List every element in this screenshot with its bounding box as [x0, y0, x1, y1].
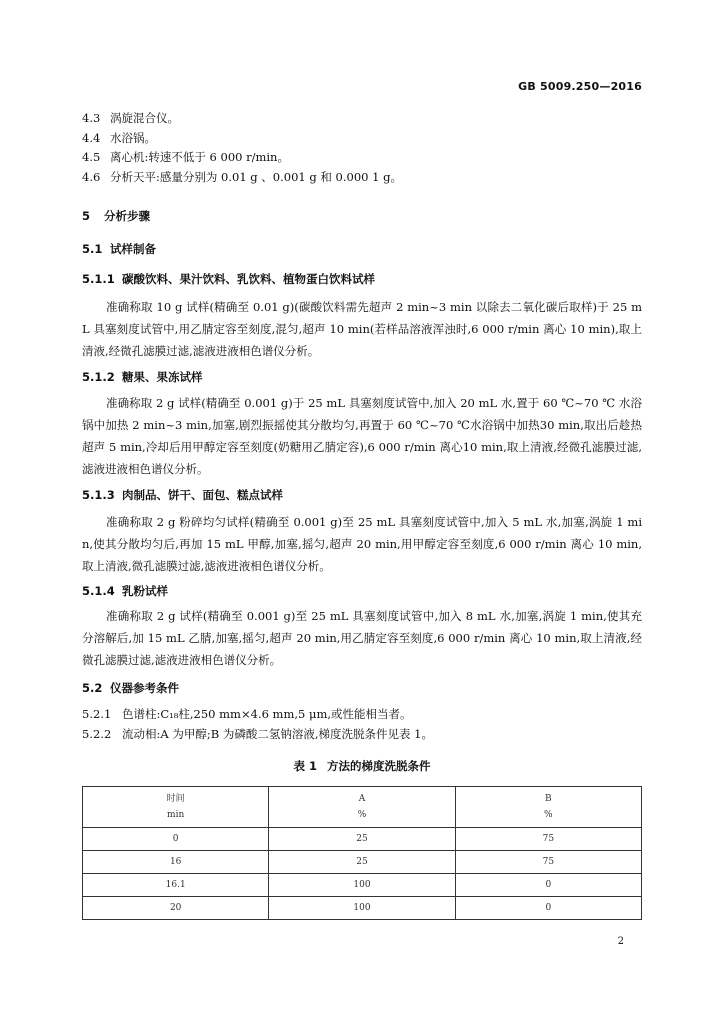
section-title: 糖果、果冻试样	[122, 370, 203, 384]
section-text: 流动相:A 为甲醇;B 为磷酸二氢钠溶液,梯度洗脱条件见表 1。	[122, 727, 433, 741]
table-cell: 100	[269, 897, 455, 920]
item-number: 4.4	[82, 131, 101, 145]
section-5-1-heading	[82, 242, 642, 256]
gradient-table	[82, 786, 642, 920]
table-cell: 0	[455, 874, 641, 897]
table-header-cell	[269, 787, 455, 828]
table-cell: 0	[83, 828, 269, 851]
section-title: 肉制品、饼干、面包、糕点试样	[122, 488, 283, 502]
item-4-5	[82, 150, 642, 164]
item-4-3	[82, 111, 642, 125]
header-name: B	[545, 794, 552, 804]
table-header-cell	[455, 787, 641, 828]
section-number: 5.2	[82, 681, 103, 695]
table-cell: 16	[83, 851, 269, 874]
item-number: 4.5	[82, 150, 101, 164]
section-5-2-1	[82, 707, 642, 721]
section-number: 5	[82, 209, 91, 223]
item-number: 4.6	[82, 170, 101, 184]
item-4-6	[82, 170, 642, 184]
section-number: 5.1.4	[82, 584, 115, 598]
table-cell: 25	[269, 828, 455, 851]
section-title: 乳粉试样	[122, 584, 168, 598]
section-title: 仪器参考条件	[110, 681, 179, 695]
item-text: 分析天平:感量分别为 0.01 g 、0.001 g 和 0.000 1 g。	[110, 170, 402, 184]
page-number: 2	[617, 936, 624, 947]
section-5-1-3-paragraph: 准确称取 2 g 粉碎均匀试样(精确至 0.001 g)至 25 mL 具塞刻度试管中,加入 5 mL 水,加塞,涡旋 1 min,使其分散均匀后,再加 15 mL 甲醇,加塞,摇匀,超声 20 min,用甲醇定容至刻度,6 000 r/min 离心 10 min,取上清液,微孔滤膜过滤,滤液进液相色谱仪分析。	[82, 515, 642, 573]
standard-number: GB 5009.250—2016	[518, 80, 642, 93]
table-cell: 75	[455, 851, 641, 874]
table-caption-number: 表 1	[293, 759, 317, 773]
section-5-1-1-heading	[82, 272, 642, 286]
table-cell: 25	[269, 851, 455, 874]
table-row	[83, 874, 642, 897]
table-cell: 16.1	[83, 874, 269, 897]
section-5-1-2-heading	[82, 370, 642, 384]
table-cell: 0	[455, 897, 641, 920]
item-number: 4.3	[82, 111, 101, 125]
item-4-4	[82, 131, 642, 145]
header-unit: %	[544, 810, 553, 820]
section-number: 5.1	[82, 242, 103, 256]
section-5-1-4-paragraph: 准确称取 2 g 试样(精确至 0.001 g)至 25 mL 具塞刻度试管中,加入 8 mL 水,加塞,涡旋 1 min,使其充分溶解后,加 15 mL 乙腈,加塞,摇匀,超声 20 min,用乙腈定容至刻度,6 000 r/min 离心 10 min,取上清液,经微孔滤膜过滤,滤液进液相色谱仪分析。	[82, 609, 642, 667]
section-title: 碳酸饮料、果汁饮料、乳饮料、植物蛋白饮料试样	[122, 272, 375, 286]
section-5-1-3-heading	[82, 488, 642, 502]
table-header-row	[83, 787, 642, 828]
section-5-1-2-paragraph: 准确称取 2 g 试样(精确至 0.001 g)于 25 mL 具塞刻度试管中,加入 20 mL 水,置于 60 ℃~70 ℃ 水浴锅中加热 2 min~3 min,加塞,剧烈振摇使其分散均匀,再置于 60 ℃~70 ℃水浴锅中加热30 min,取出后趁热超声 5 min,冷却后用甲醇定容至刻度(奶糖用乙腈定容),6 000 r/min 离心10 min,取上清液,经微孔滤膜过滤,滤液进液相色谱仪分析。	[82, 396, 642, 476]
table-cell: 100	[269, 874, 455, 897]
section-number: 5.1.2	[82, 370, 115, 384]
table-row	[83, 897, 642, 920]
table-header-cell	[83, 787, 269, 828]
header-unit: min	[167, 810, 185, 820]
header-name: A	[358, 794, 366, 804]
section-5-2-2	[82, 727, 642, 741]
section-text: 色谱柱:C₁₈柱,250 mm×4.6 mm,5 μm,或性能相当者。	[122, 707, 412, 721]
header-name: 时间	[166, 794, 185, 804]
table-cell: 75	[455, 828, 641, 851]
section-5-1-4-heading	[82, 584, 642, 598]
item-text: 水浴锅。	[110, 131, 156, 145]
section-number: 5.2.2	[82, 727, 112, 741]
header-unit: %	[357, 810, 367, 820]
table-cell: 20	[83, 897, 269, 920]
section-title: 试样制备	[110, 242, 156, 256]
item-text: 离心机:转速不低于 6 000 r/min。	[110, 150, 289, 164]
section-number: 5.1.1	[82, 272, 115, 286]
table-row	[83, 851, 642, 874]
table-caption	[82, 758, 642, 774]
table-row	[83, 828, 642, 851]
item-text: 涡旋混合仪。	[110, 111, 179, 125]
table-caption-title: 方法的梯度洗脱条件	[327, 759, 431, 773]
section-title: 分析步骤	[104, 209, 150, 223]
section-5-2-heading	[82, 681, 642, 695]
section-5-heading	[82, 209, 642, 223]
section-number: 5.1.3	[82, 488, 115, 502]
section-number: 5.2.1	[82, 707, 112, 721]
section-5-1-1-paragraph: 准确称取 10 g 试样(精确至 0.01 g)(碳酸饮料需先超声 2 min~3 min 以除去二氧化碳后取样)于 25 mL 具塞刻度试管中,用乙腈定容至刻度,混匀,超声 10 min(若样品溶液浑浊时,6 000 r/min 离心 10 min),取上清液,经微孔滤膜过滤,滤液进液相色谱仪分析。	[82, 300, 642, 358]
